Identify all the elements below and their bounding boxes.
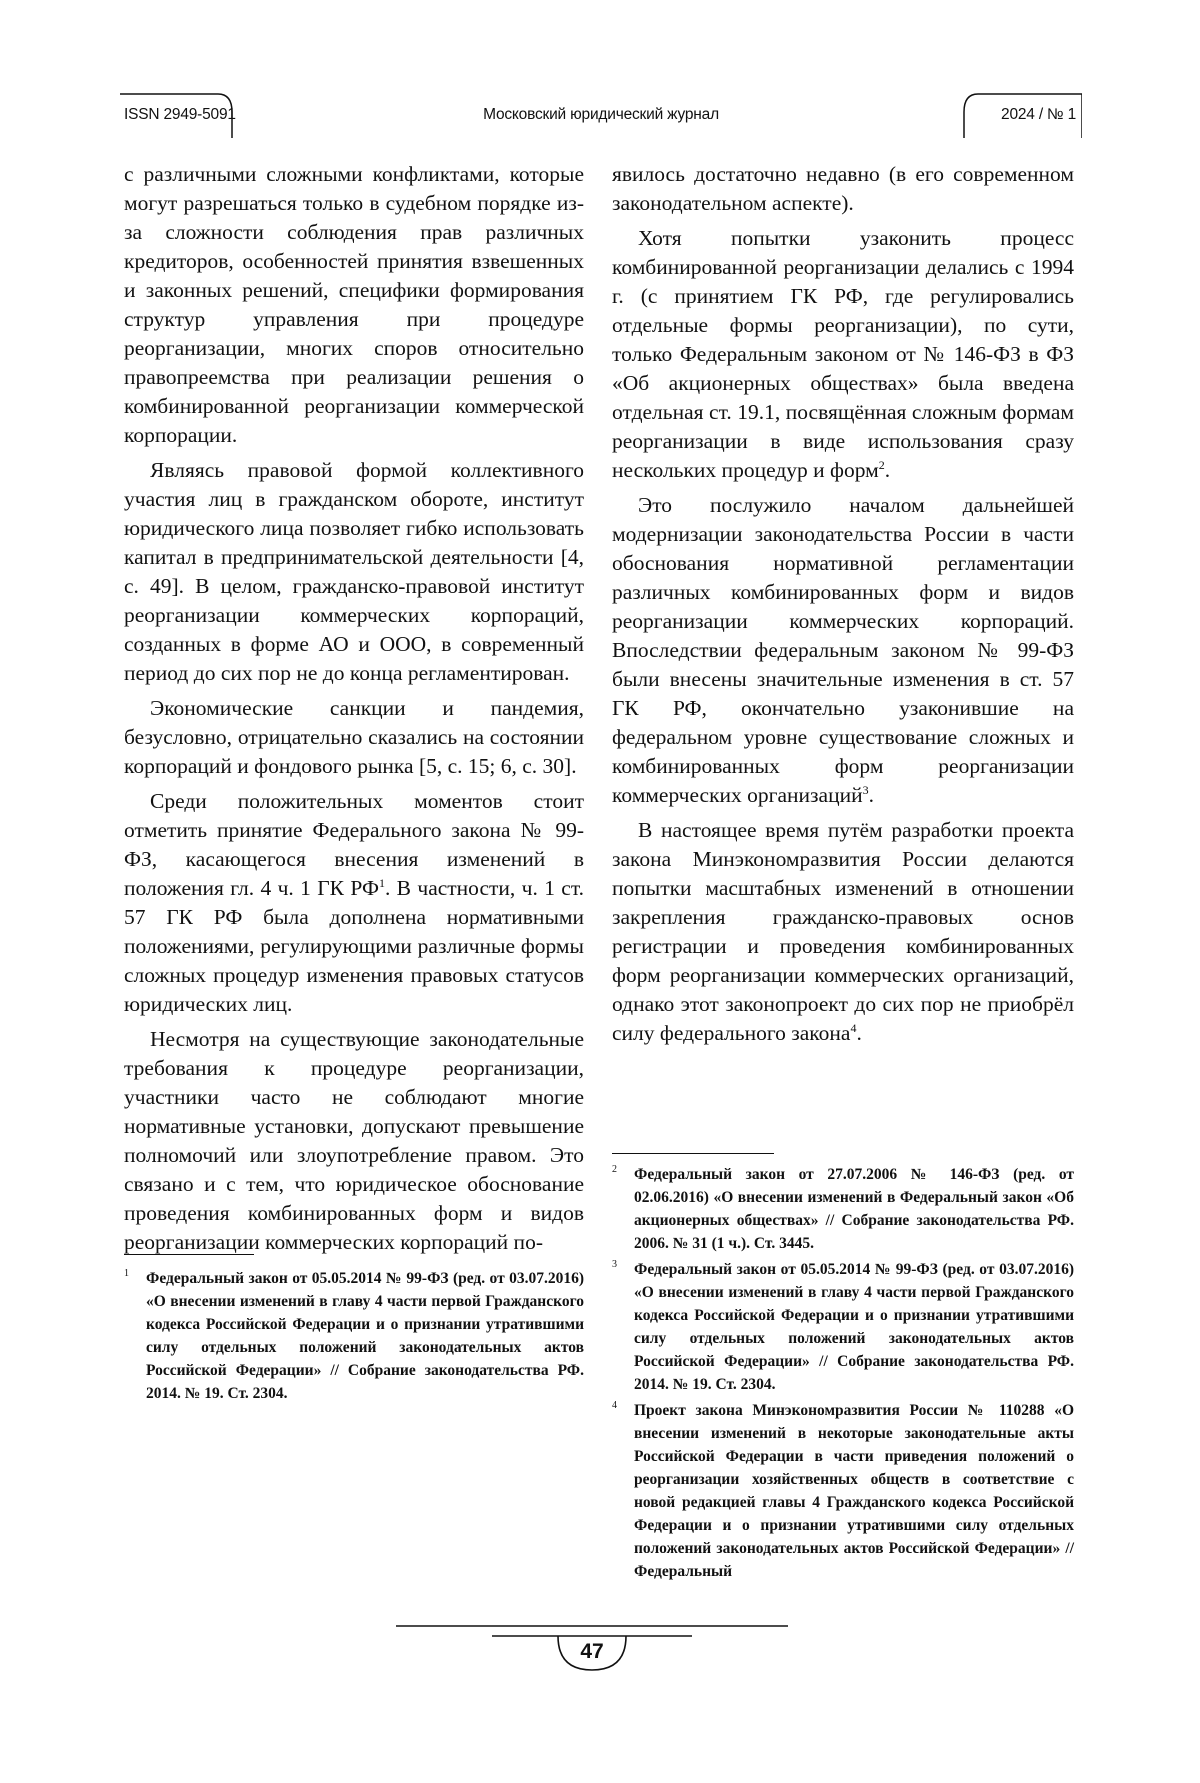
footnote-ref[interactable]: 2 <box>878 457 885 472</box>
paragraph-text: Это послужило началом дальнейшей модернизации законодательства России в части обоснования нормативной регламентации различных комбинированных форм и видов реорганизации коммерческих корпораций. Впоследствии федеральным законом № 99-ФЗ были внесены значительные изменения в ст. 57 ГК РФ, окончательно узаконившие на федеральном уровне существование сложных и комбинированных форм реорганизации коммерческих организаций <box>612 493 1074 807</box>
paragraph-text: Среди положительных моментов стоит отметить принятие Федерального закона № 99-ФЗ, касающегося внесения изменений в положения гл. 4 ч. 1 ГК РФ <box>124 789 584 900</box>
paragraph-text: В настоящее время путём разработки проекта закона Минэкономразвития России делаются попытки масштабных изменений в отношении закрепления гражданско-правовых основ регистрации и проведения комбинированных форм реорганизации коммерческих организаций, однако этот законопроект до сих пор не приобрёл силу федерального закона <box>612 818 1074 1045</box>
footnote-separator <box>124 1254 254 1255</box>
page-footer <box>396 1620 788 1680</box>
right-column <box>612 160 1074 1054</box>
footnote-number: 4 <box>612 1400 617 1411</box>
paragraph: Являясь правовой формой коллективного участия лиц в гражданском обороте, институт юридического лица позволяет гибко использовать капитал в предпринимательской деятельности [4, с. 49]. В целом, гражданско-правовой институт реорганизации коммерческих корпораций, созданных в форме АО и ООО, в современный период до сих пор не до конца регламентирован. <box>124 458 584 685</box>
footnote-number: 2 <box>612 1164 617 1175</box>
left-column <box>124 160 584 1263</box>
paragraph: с различными сложными конфликтами, которые могут разрешаться только в судебном порядке из-за сложности соблюдения прав различных кредиторов, особенностей принятия взвешенных и законных решений, специфики формирования структур управления при процедуре реорганизации, многих споров относительно правопреемства при реализации решения о комбинированной реорганизации коммерческой корпорации. <box>124 162 584 447</box>
footnote-ref[interactable]: 3 <box>862 782 869 797</box>
period: . <box>884 458 891 482</box>
issn: ISSN 2949-5091 <box>124 106 236 123</box>
footnote-ref[interactable]: 1 <box>378 875 385 890</box>
paragraph <box>612 224 1074 485</box>
issue-number: 2024 / № 1 <box>1001 106 1076 123</box>
footnote-number: 3 <box>612 1259 617 1270</box>
footnote-text: Федеральный закон от 27.07.2006 № 146-ФЗ (ред. от 02.06.2016) «О внесении изменений в Федеральный закон «Об акционерных обществах» // Собрание законодательства РФ. 2006. № 31 (1 ч.). Ст. 3445. <box>634 1166 1074 1252</box>
period: . <box>856 1021 862 1045</box>
period: . <box>868 783 874 807</box>
paragraph: Экономические санкции и пандемия, безусловно, отрицательно сказались на состоянии корпораций и фондового рынка [5, с. 15; 6, с. 30]. <box>124 696 584 778</box>
footnotes-left <box>124 1267 584 1408</box>
footnote <box>612 1163 1074 1255</box>
footnote-separator <box>612 1153 774 1154</box>
paragraph: явилось достаточно недавно (в его современном законодательном аспекте). <box>612 162 1074 215</box>
paragraph-text: Хотя попытки узаконить процесс комбинированной реорганизации делались с 1994 г. (с принятием ГК РФ, где регулировались отдельные формы реорганизации), по сути, только Федеральным законом от № 146-ФЗ в ФЗ «Об акционерных обществах» была введена отдельная ст. 19.1, посвящённая сложным формам реорганизации в виде использования сразу нескольких процедур и форм <box>612 226 1074 482</box>
footnote-text: Федеральный закон от 05.05.2014 № 99-ФЗ (ред. от 03.07.2016) «О внесении изменений в главу 4 части первой Гражданского кодекса Российской Федерации и о признании утратившими силу отдельных положений законодательных актов Российской Федерации» // Собрание законодательства РФ. 2014. № 19. Ст. 2304. <box>634 1261 1074 1393</box>
paragraph <box>612 816 1074 1048</box>
footnote-ref[interactable]: 4 <box>850 1020 857 1035</box>
paragraph: Несмотря на существующие законодательные требования к процедуре реорганизации, участники часто не соблюдают многие нормативные установки, допускают превышение полномочий или злоупотребление правом. Это связано и с тем, что юридическое обоснование проведения комбинированных форм и видов реорганизации коммерческих корпораций по- <box>124 1027 584 1254</box>
paragraph <box>124 787 584 1019</box>
footnote-text: Проект закона Минэкономразвития России № 110288 «О внесении изменений в некоторые законодательные акты Российской Федерации в части приведения положений о реорганизации хозяйственных обществ в соответствие с новой редакцией главы 4 Гражданского кодекса Российской Федерации и о признании утратившими силу отдельных положений законодательных актов Российской Федерации» // Федеральный <box>634 1402 1074 1580</box>
footnote <box>124 1267 584 1405</box>
page-number: 47 <box>580 1640 604 1663</box>
running-header <box>120 92 1082 138</box>
footnote-text: Федеральный закон от 05.05.2014 № 99-ФЗ (ред. от 03.07.2016) «О внесении изменений в главу 4 части первой Гражданского кодекса Российской Федерации и о признании утратившими силу отдельных положений законодательных актов Российской Федерации» // Собрание законодательства РФ. 2014. № 19. Ст. 2304. <box>146 1270 584 1402</box>
footnotes-right <box>612 1163 1074 1586</box>
footnote <box>612 1258 1074 1396</box>
footnote-number: 1 <box>124 1268 129 1279</box>
footnote <box>612 1399 1074 1583</box>
journal-title: Московский юридический журнал <box>483 106 719 123</box>
paragraph <box>612 491 1074 810</box>
paragraph-text: . В частности, ч. 1 ст. 57 ГК РФ была дополнена нормативными положениями, регулирующими различные формы сложных процедур изменения правовых статусов юридических лиц. <box>124 876 584 1016</box>
